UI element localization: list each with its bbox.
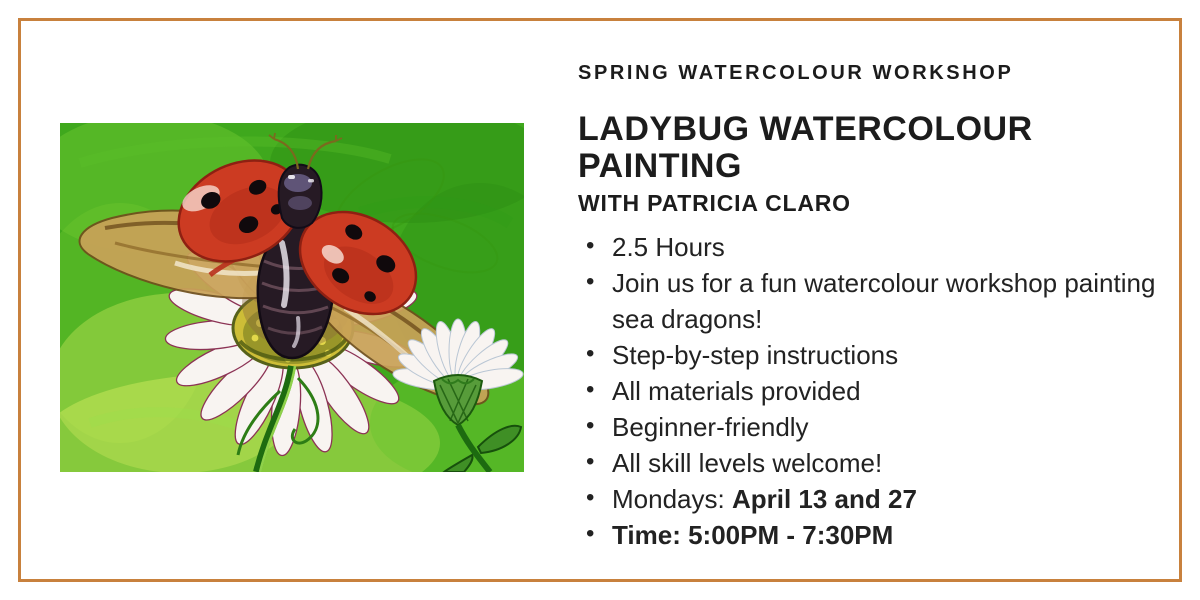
- bullet-dot: •: [586, 484, 595, 511]
- detail-text: Time: 5:00PM - 7:30PM: [612, 520, 894, 550]
- instructor-line: WITH PATRICIA CLARO: [578, 190, 851, 216]
- detail-text: Step-by-step instructions: [612, 340, 899, 370]
- detail-item: [578, 373, 1158, 409]
- bullet-dot: •: [586, 376, 595, 403]
- ladybug-painting-svg: [60, 123, 524, 472]
- detail-item: [578, 517, 1158, 553]
- detail-text: Beginner-friendly: [612, 412, 809, 442]
- detail-item: [578, 445, 1158, 481]
- bullet-dot: •: [586, 448, 595, 475]
- detail-text: All skill levels welcome!: [612, 448, 883, 478]
- bullet-dot: •: [586, 520, 595, 547]
- detail-item: [578, 337, 1158, 373]
- details-list: [578, 229, 1158, 553]
- detail-text: Join us for a fun watercolour workshop painting sea dragons!: [612, 268, 1156, 334]
- detail-item: [578, 265, 1158, 337]
- bullet-dot: •: [586, 340, 595, 367]
- detail-text: All materials provided: [612, 376, 861, 406]
- bullet-dot: •: [586, 232, 595, 259]
- detail-text: Mondays: April 13 and 27: [612, 484, 917, 514]
- bullet-dot: •: [586, 412, 595, 439]
- detail-item: [578, 229, 1158, 265]
- detail-item: [578, 481, 1158, 517]
- bullet-dot: •: [586, 268, 595, 295]
- event-title: LADYBUG WATERCOLOUR PAINTING: [578, 110, 1033, 185]
- event-info: [578, 60, 1158, 553]
- workshop-series-label: SPRING WATERCOLOUR WORKSHOP: [578, 62, 1014, 84]
- ladybug-painting: [60, 123, 524, 472]
- detail-item: [578, 409, 1158, 445]
- detail-text: 2.5 Hours: [612, 232, 725, 262]
